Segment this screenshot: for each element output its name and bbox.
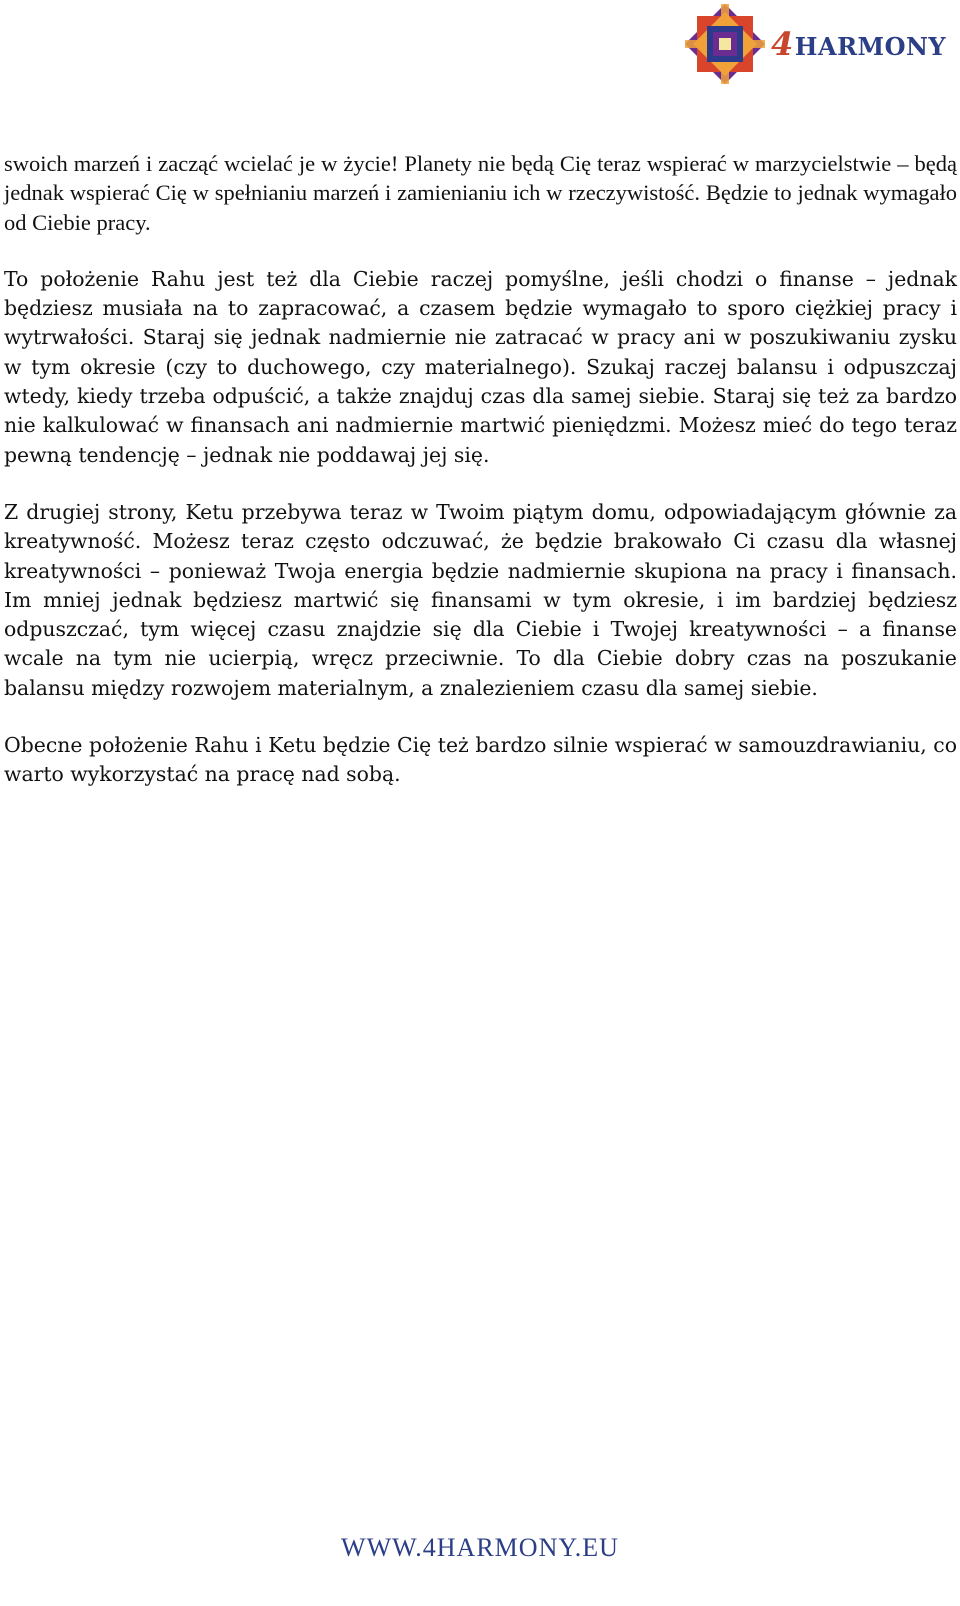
logo-number: 4 [771, 25, 794, 63]
document-body [4, 149, 957, 818]
paragraph-4: Obecne położenie Rahu i Ketu będzie Cię też bardzo silnie wspierać w samouzdrawianiu, co warto wykorzystać na pracę nad sobą. [4, 733, 957, 787]
footer-website: WWW.4HARMONY.EU [341, 1533, 619, 1562]
logo-word: HARMONY [794, 32, 947, 61]
brand-logo [683, 2, 955, 86]
paragraph-3: Z drugiej strony, Ketu przebywa teraz w Twoim piątym domu, odpowiadającym głównie za kreatywność. Możesz teraz często odczuwać, że będzie brakowało Ci czasu dla własnej kreatywności – ponieważ Twoja energia będzie nadmiernie skupiona na pracy i finansach. Im mniej jednak będziesz martwić się finansami w tym okresie, i im bardziej będziesz odpuszczać, tym więcej czasu znajdzie się dla Ciebie i Twojej kreatywności – a finanse wcale na tym nie ucierpią, wręcz przeciwnie. To dla Ciebie dobry czas na poszukanie balansu między rozwojem materialnym, a znalezieniem czasu dla samej siebie. [4, 499, 957, 700]
harmony-mandala-icon [683, 2, 767, 86]
paragraph-2: To położenie Rahu jest też dla Ciebie raczej pomyślne, jeśli chodzi o finanse – jednak będziesz musiała na to zapracować, a czasem będzie wymagało to sporo ciężkiej pracy i wytrwałości. Staraj się jednak nadmiernie nie zatracać w pracy ani w poszukiwaniu zysku w tym okresie (czy to duchowego, czy materialnego). Szukaj raczej balansu i odpuszczaj wtedy, kiedy trzeba odpuścić, a także znajduj czas dla samej siebie. Staraj się też za bardzo nie kalkulować w finansach ani nadmiernie martwić pieniędzmi. Możesz mieć do tego teraz pewną tendencję – jednak nie poddawaj jej się. [4, 266, 957, 467]
paragraph-1: swoich marzeń i zacząć wcielać je w życie! Planety nie będą Cię teraz wspierać w marzycielstwie – będą jednak wspierać Cię w spełnianiu marzeń i zamienianiu ich w rzeczywistość. Będzie to jednak wymagało od Ciebie pracy. [4, 151, 957, 235]
logo-wordmark [771, 25, 946, 63]
